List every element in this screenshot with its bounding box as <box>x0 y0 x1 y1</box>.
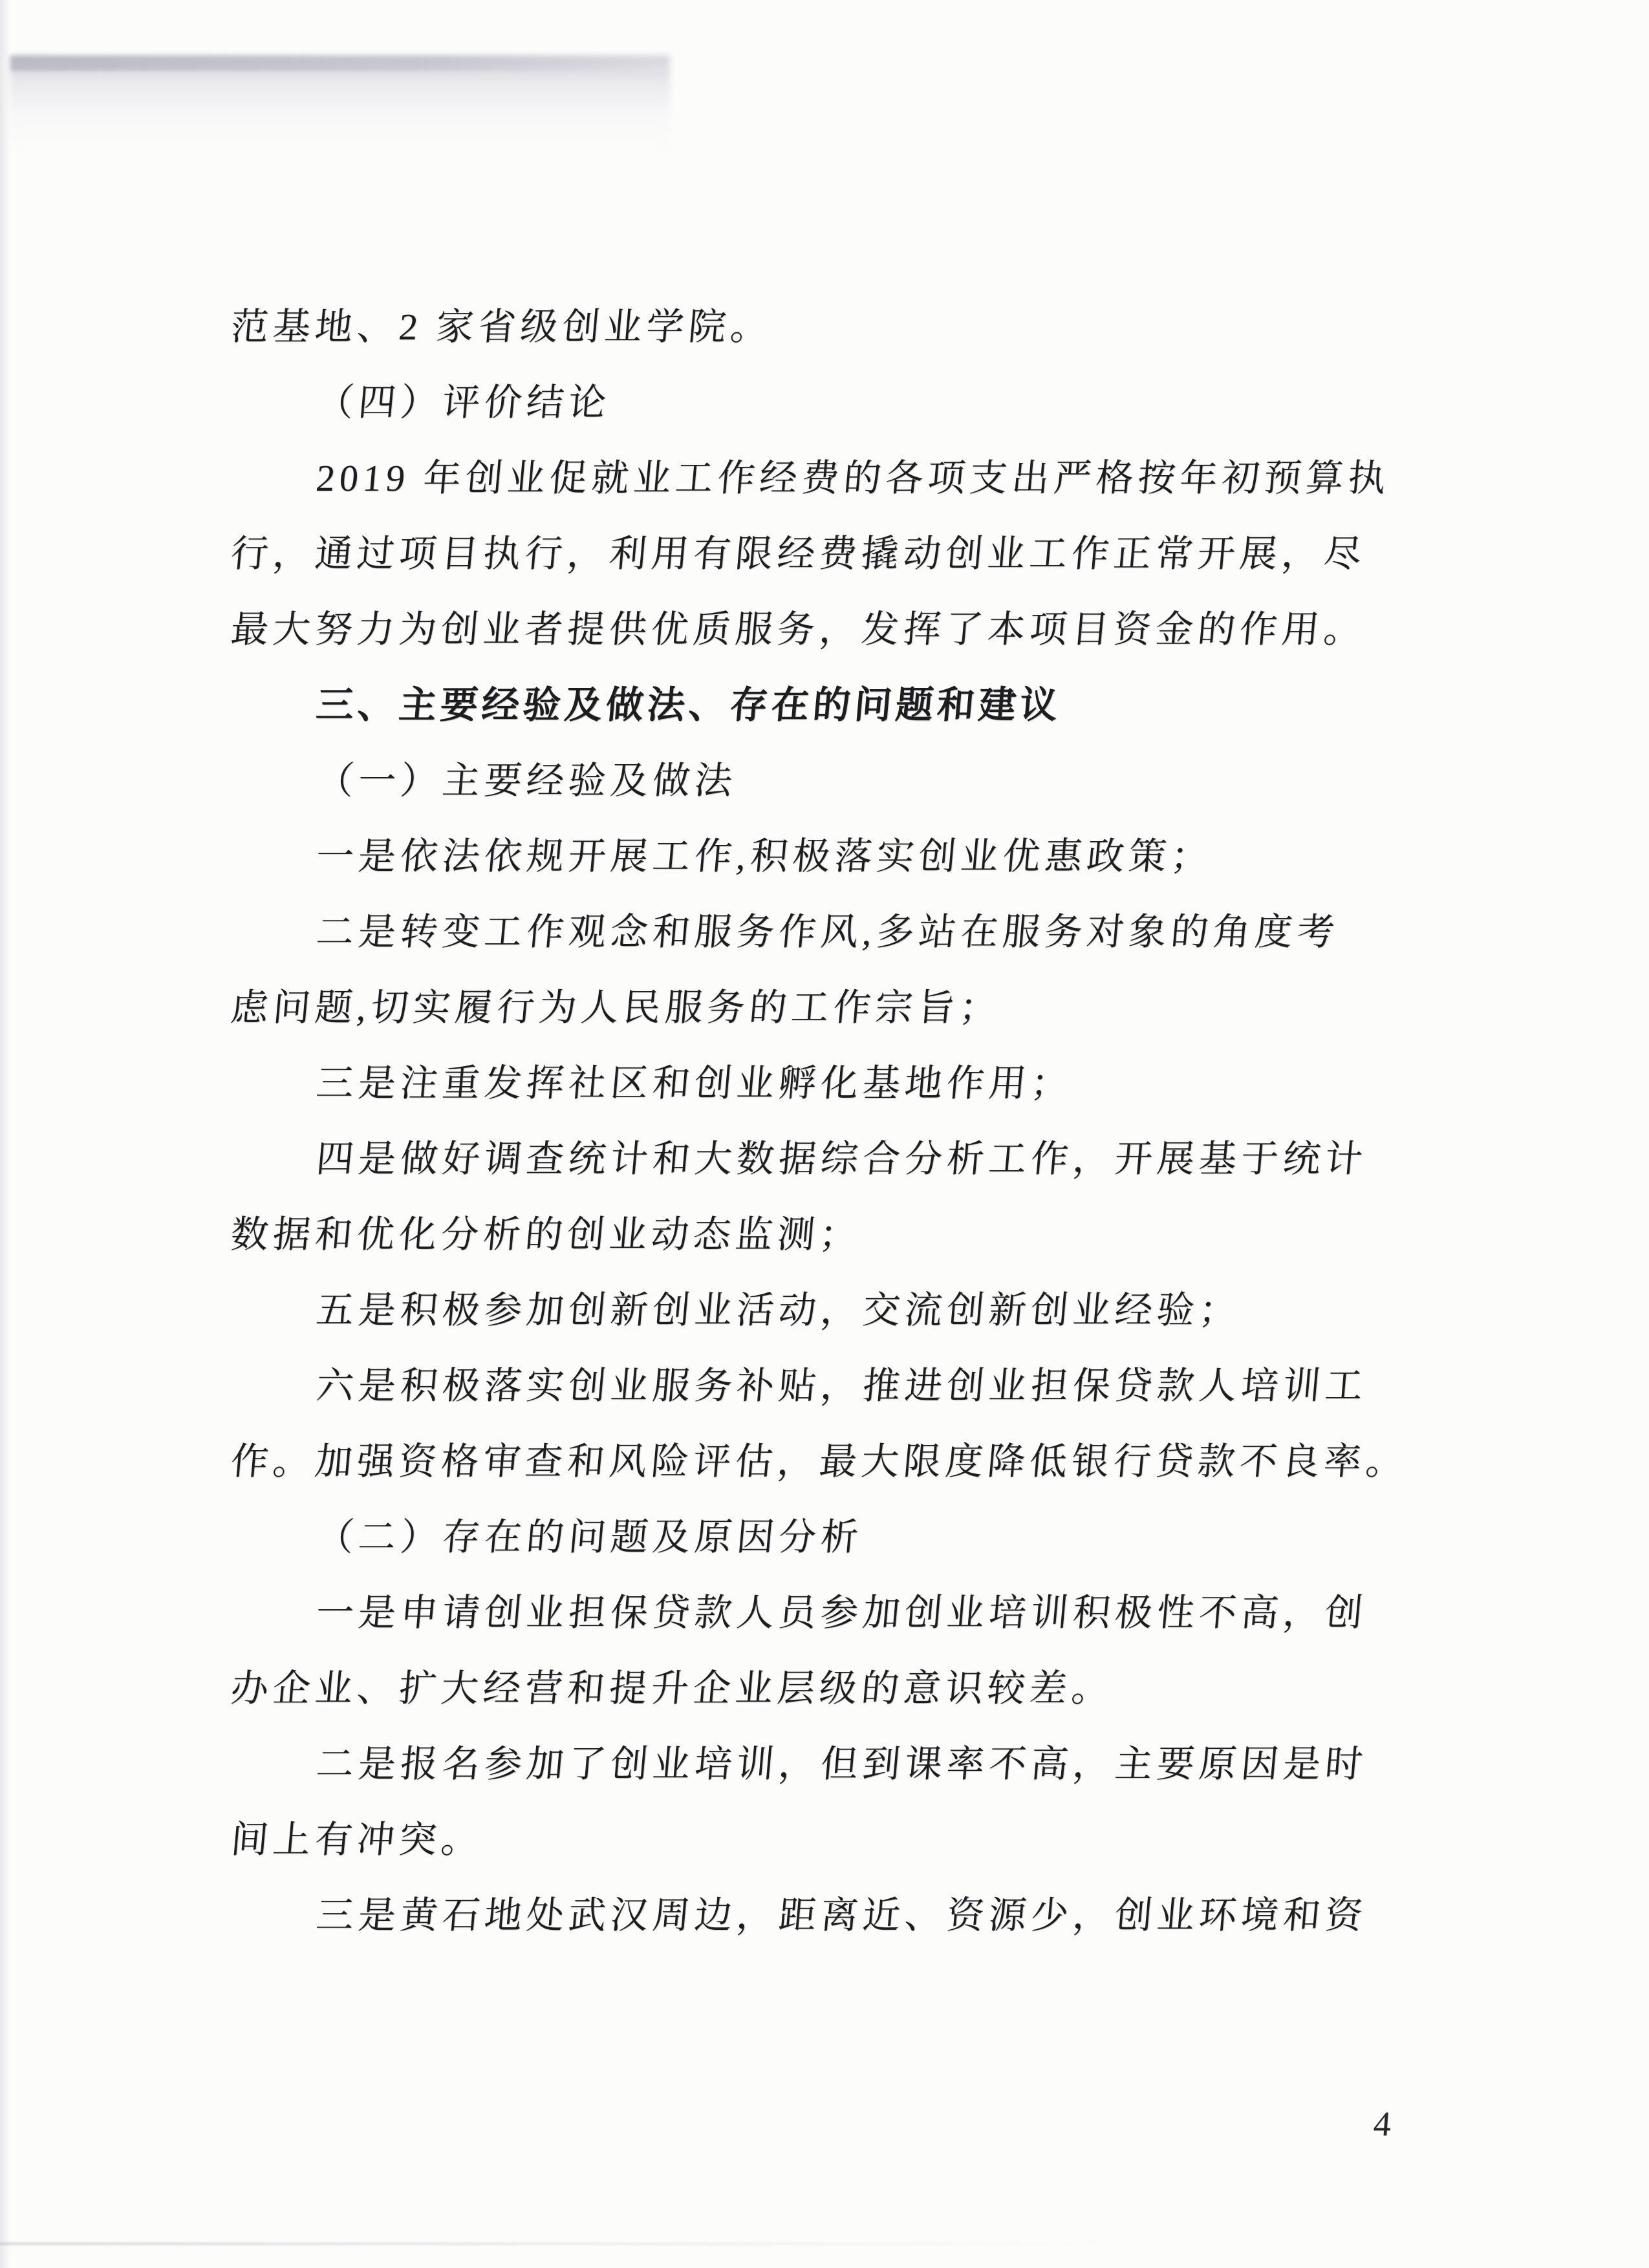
subheading-problems-analysis <box>228 1499 1417 1575</box>
paragraph-point-five <box>228 1272 1417 1348</box>
text-line: 行，通过项目执行，利用有限经费撬动创业工作正常开展，尽 <box>229 533 1368 575</box>
paragraph-problem-two <box>228 1726 1417 1878</box>
subheading-evaluation-conclusion <box>228 365 1417 440</box>
text-line: 一是依法依规开展工作,积极落实创业优惠政策； <box>314 835 1215 877</box>
text-line: 二是报名参加了创业培训，但到课率不高，主要原因是时 <box>314 1743 1369 1785</box>
paragraph-point-three <box>228 1045 1417 1121</box>
text-line: 办企业、扩大经营和提升企业层级的意识较差。 <box>229 1667 1116 1709</box>
paragraph-point-two <box>228 894 1417 1045</box>
scan-shadow-edge <box>10 56 651 71</box>
section-heading-text: 三、主要经验及做法、存在的问题和建议 <box>314 684 1063 726</box>
text-line: 四是做好调查统计和大数据综合分析工作，开展基于统计 <box>314 1138 1369 1180</box>
paragraph-point-one <box>228 818 1417 894</box>
text-line: （一）主要经验及做法 <box>314 760 738 802</box>
text-line: 范基地、2 家省级创业学院。 <box>229 306 775 348</box>
paragraph-problem-three <box>228 1878 1417 1953</box>
text-line: 数据和优化分析的创业动态监测； <box>229 1214 863 1256</box>
text-line: （四）评价结论 <box>314 381 612 423</box>
text-line: （二）存在的问题及原因分析 <box>314 1516 865 1558</box>
scan-bottom-edge-artifact <box>0 2242 1099 2245</box>
paragraph-point-six <box>228 1348 1417 1499</box>
subheading-main-experience <box>228 743 1417 818</box>
text-line: 虑问题,切实履行为人民服务的工作宗旨； <box>229 987 1004 1029</box>
text-line: 三是注重发挥社区和创业孵化基地作用； <box>314 1062 1075 1104</box>
text-line: 三是黄石地处武汉周边，距离近、资源少，创业环境和资 <box>314 1894 1369 1936</box>
paragraph-problem-one <box>228 1575 1417 1726</box>
paragraph-budget-execution <box>228 440 1417 667</box>
paragraph-point-four <box>228 1121 1417 1272</box>
text-line: 一是申请创业担保贷款人员参加创业培训积极性不高，创 <box>314 1592 1369 1634</box>
section-heading-three <box>228 667 1417 743</box>
text-line: 最大努力为创业者提供优质服务，发挥了本项目资金的作用。 <box>229 608 1368 650</box>
text-line: 作。加强资格审查和风险评估，最大限度降低银行贷款不良率。 <box>229 1440 1410 1482</box>
page-number: 4 <box>1372 2104 1393 2143</box>
text-line: 二是转变工作观念和服务作风,多站在服务对象的角度考 <box>314 911 1341 953</box>
text-line: 五是积极参加创新创业活动，交流创新创业经验； <box>314 1289 1243 1331</box>
text-line: 六是积极落实创业服务补贴，推进创业担保贷款人培训工 <box>314 1365 1369 1407</box>
scan-left-edge-artifact <box>0 0 10 2268</box>
text-line: 间上有冲突。 <box>229 1819 485 1861</box>
paragraph-continuation <box>228 289 1417 365</box>
text-line: 2019 年创业促就业工作经费的各项支出严格按年初预算执 <box>314 457 1392 499</box>
document-body-text <box>228 289 1417 1953</box>
